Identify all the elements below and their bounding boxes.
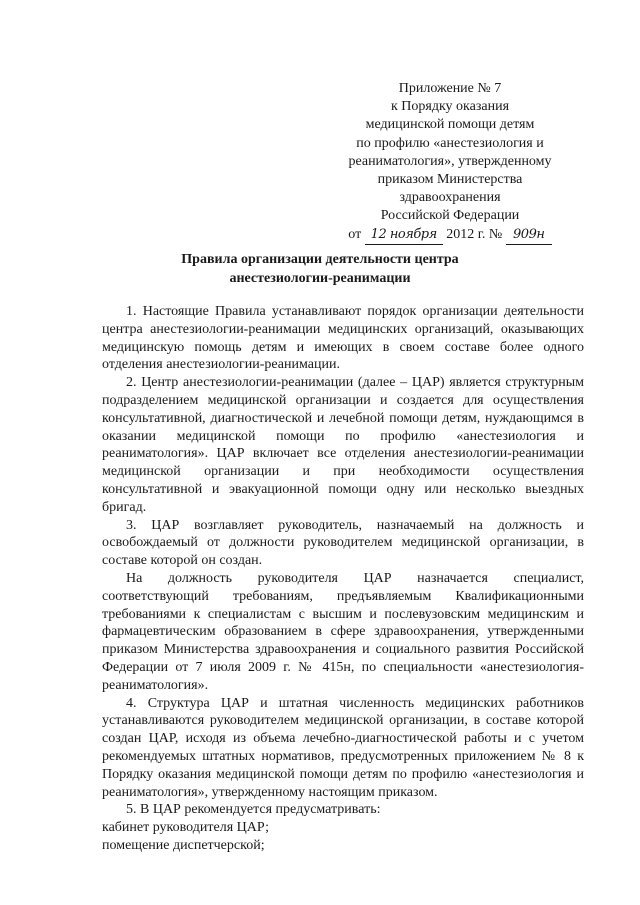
order-year: 2012 г. № [446,226,503,242]
header-line: Российской Федерации [380,208,520,224]
document-title [120,250,520,288]
paragraph: 5. В ЦАР рекомендуется предусматривать: [126,802,381,818]
title-line: Правила организации деятельности центра [181,252,459,267]
header-line: Приложение № 7 [398,81,502,96]
handwritten-date: 12 ноября [365,226,443,245]
title-line: анестезиологии-реанимации [229,271,411,286]
paragraph: На должность руководителя ЦАР назначается специалист, соответствующий требованиям, предъявляемым Квалификационными требованиями к специалистам с высшим и послевузовским медицинским и фармацевтическим образованием в сфере здравоохранения, утвержденными приказом Министерства здравоохранения и социального развития Российской Федерации от 7 июля 2009 г. № 415н, по специальности «анестезиология-реаниматология». [102,570,584,693]
header-line: к Порядку оказания [390,99,510,115]
paragraph: 2. Центр анестезиологии-реанимации (далее – ЦАР) является структурным подразделением медицинской организации и создается для осуществления консультативной, диагностической и лечебной помощи детям, нуждающимся в оказании медицинской помощи по профилю «анестезиология и реаниматология». ЦАР включает все отделения анестезиологии-реанимации медицинской организации и при необходимости осуществления консультативной и эвакуационной помощи одну или несколько выездных бригад. [102,375,584,515]
appendix-header [320,80,580,245]
header-line: по профилю «анестезиология и [356,135,544,151]
paragraph: 4. Структура ЦАР и штатная численность медицинских работников устанавливаются руководителем медицинской организации, в составе которой создан ЦАР, исходя из объема лечебно-диагностической работы и с учетом рекомендуемых штатных нормативов, предусмотренных приложением № 8 к Порядку оказания медицинской помощи детям по профилю «анестезиология и реаниматология», утвержденному настоящим приказом. [102,695,584,800]
handwritten-order-number: 909н [506,226,552,245]
document-body [102,303,584,855]
header-line: приказом Министерства [377,172,523,188]
header-line: здравоохранения [399,190,501,206]
list-item: помещение диспетчерской; [102,837,265,853]
paragraph: 3. ЦАР возглавляет руководитель, назначаемый на должность и освобождаемый от должности руководителем медицинской организации, в составе которой он создан. [102,517,584,569]
header-line: реаниматология», утвержденному [348,153,552,169]
header-line: медицинской помощи детям [365,117,535,133]
order-prefix: от [348,226,362,242]
order-reference [320,226,580,245]
paragraph: 1. Настоящие Правила устанавливают порядок организации деятельности центра анестезиологии-реанимации медицинских организаций, оказывающих медицинскую помощь детям и имеющих в своем составе более одного отделения анестезиологии-реанимации. [102,304,584,373]
list-item: кабинет руководителя ЦАР; [102,820,270,836]
